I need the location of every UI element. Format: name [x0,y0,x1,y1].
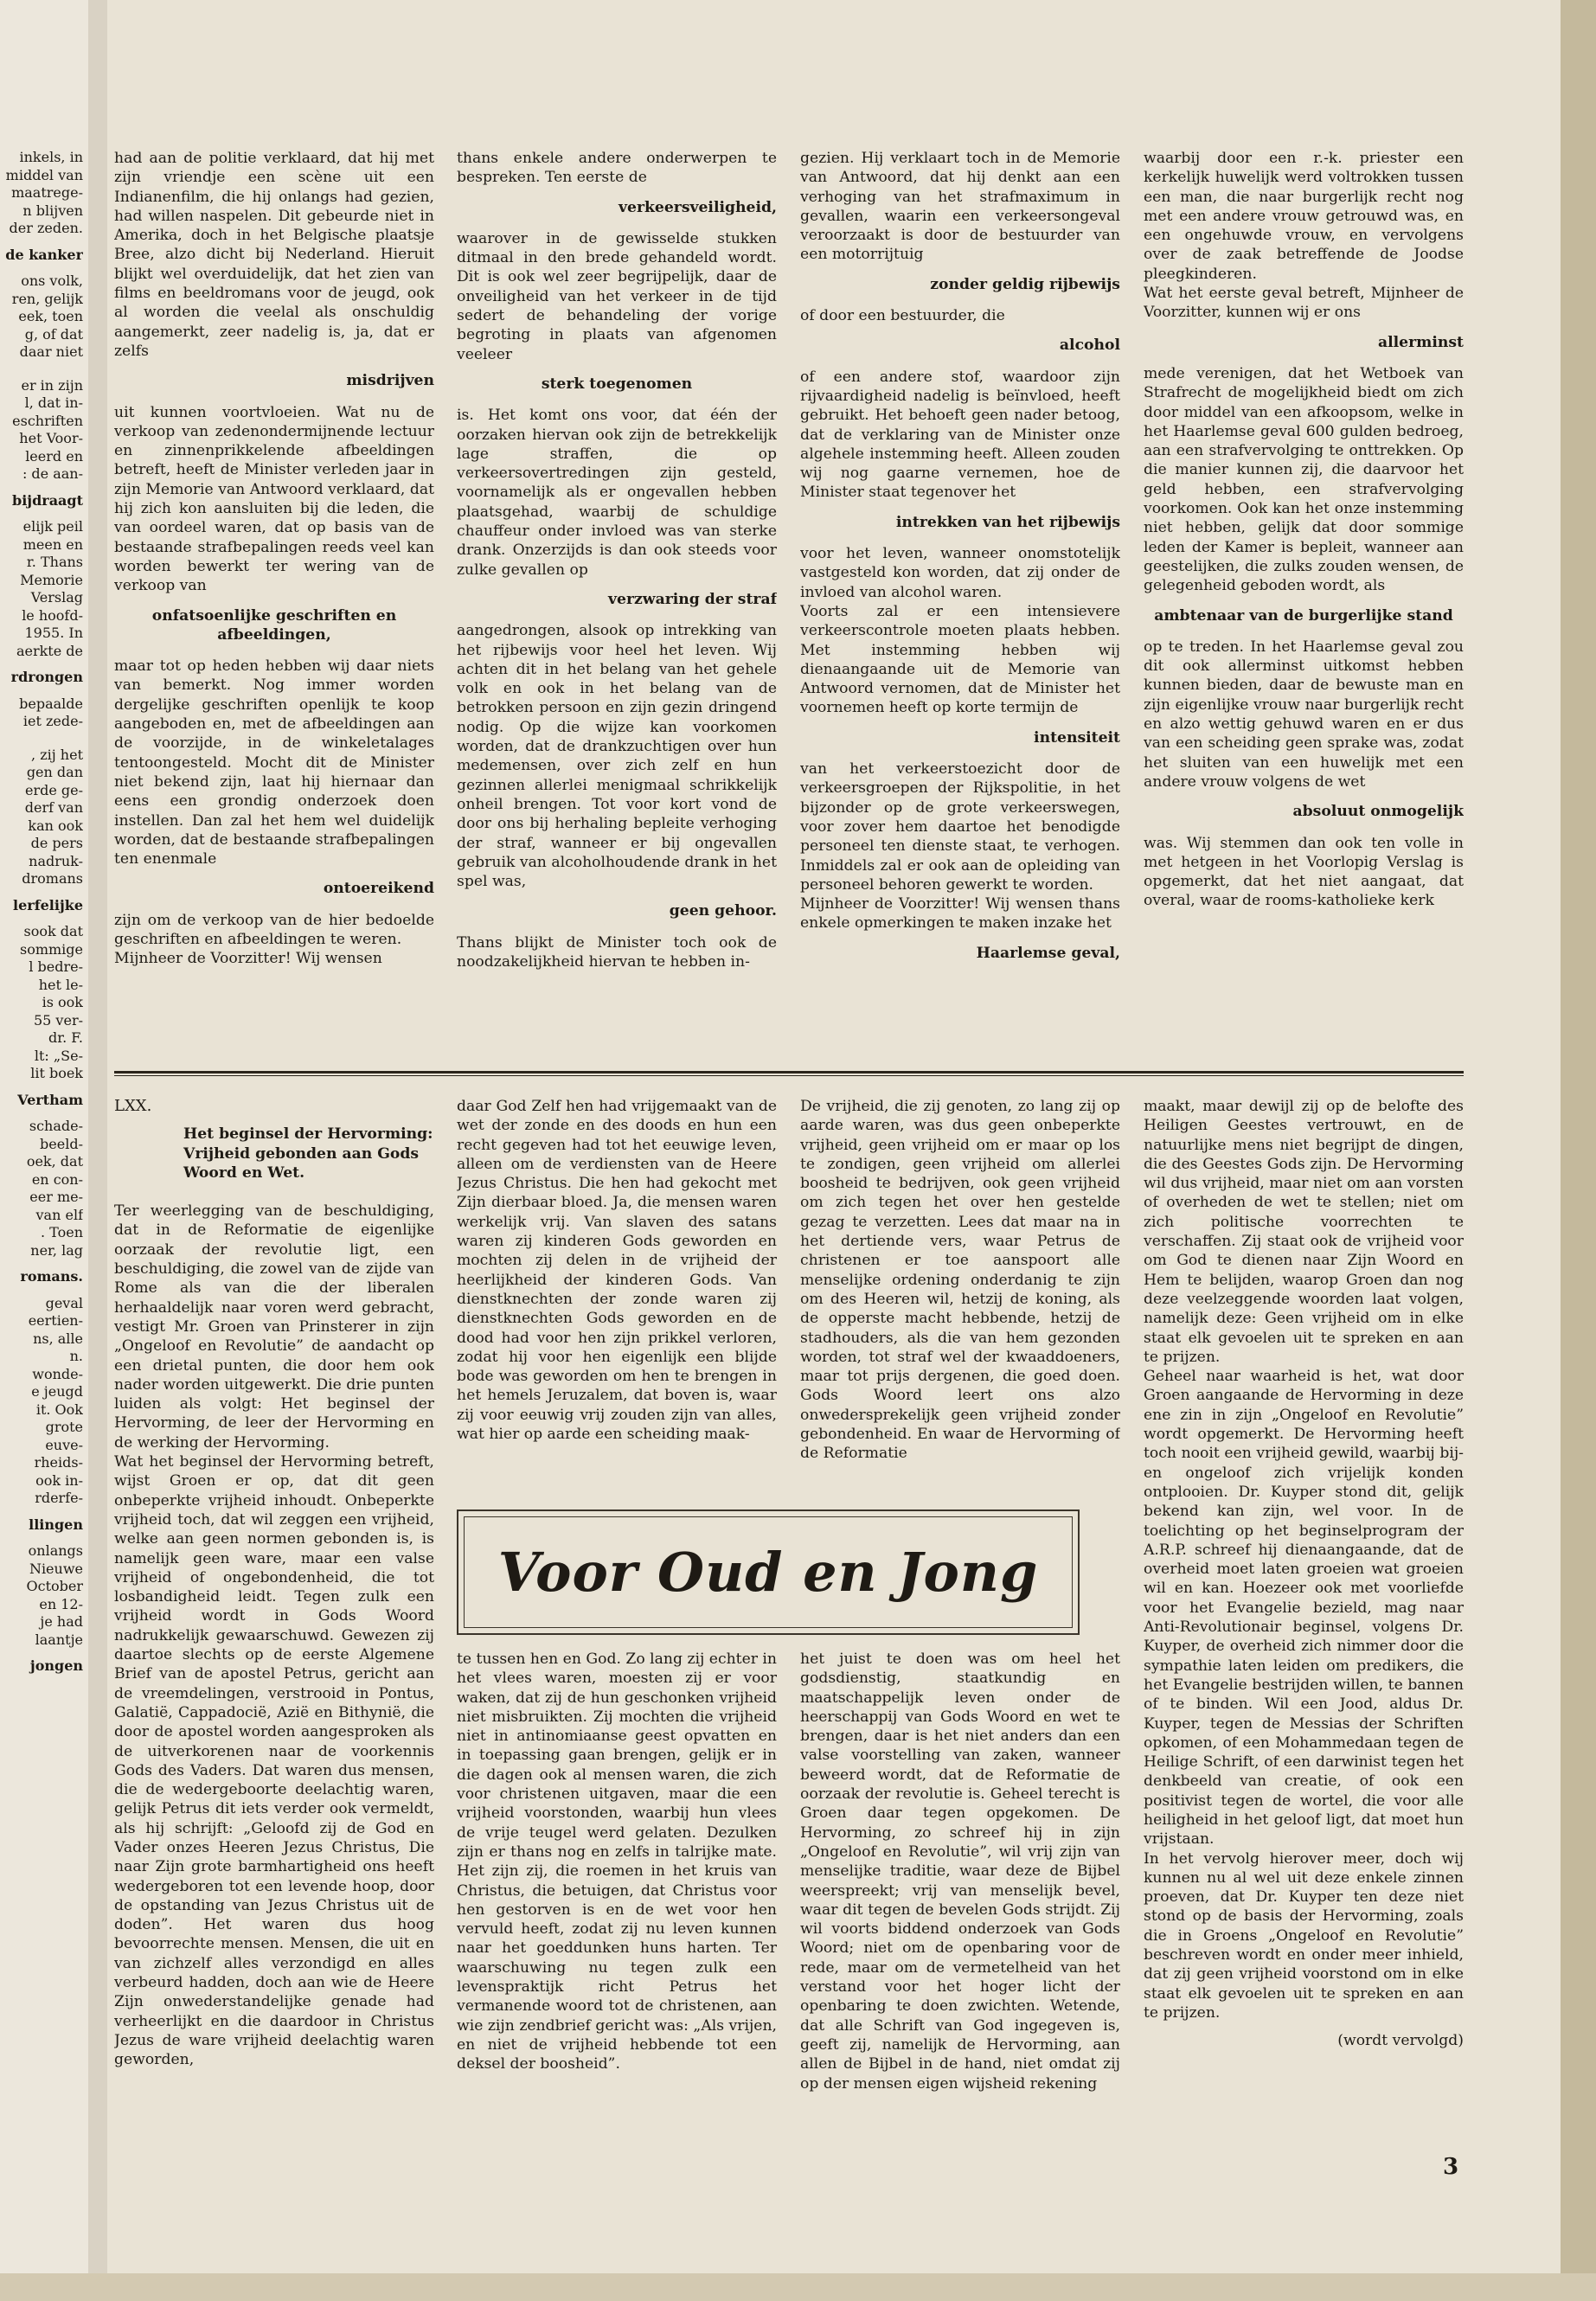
paragraph: was. Wij stemmen dan ook ten volle in met hetgeen in het Voorlopig Verslag is opgemerkt, dat het niet aangaat, dat overal, waar de rooms-katholieke kerk [1144,834,1464,910]
margin-subheading-fragment: romans. [20,1268,83,1285]
margin-line-fragment: euve- [45,1436,83,1453]
paragraph: Wat het eerste geval betreft, Mijnheer de Voorzitter, kunnen wij er ons [1144,285,1464,322]
paragraph: zijn om de verkoop van de hier bedoelde geschriften en afbeeldingen te weren. [114,911,434,948]
section-divider-thin [114,1075,1464,1076]
paragraph: maakt, maar dewijl zij op de belofte des Heiligen Geestes vertrouwt, en de natuurlijke mens niet begrijpt de dingen, die des Geestes Gods zijn. De Hervorming wil dus vrijheid, maar niet om aan vorsten of overheden de wet te stellen; niet om zich politische voorrechten te verschaffen. Zij staat ook de vrijheid voor om God te dienen naar Zijn Woord en Hem te belijden, waarop Groen dan nog deze veelzeggende woorden laat volgen, namelijk deze: Geen vrijheid om in elke staat elk gevoelen uit te spreken en aan te prijzen. [1144,1098,1464,1366]
margin-line-fragment: 55 ver- [33,1011,83,1029]
subheading: Haarlemse geval, [976,944,1120,962]
paragraph: maar tot op heden hebben wij daar niets van bemerkt. Nog immer worden dergelijke geschriften openlijk te koop aangeboden en, met de afbeeldingen aan de voorzijde, in de winkeletalages tentoongesteld. Mocht dit de Minister niet bekend zijn, laat hij hiernaar dan eens een grondig onderzoek doen instellen. Dan zal het hem wel duidelijk worden, dat de bestaande strafbepalingen ten enenmale [114,657,434,868]
margin-line-fragment: grote [45,1419,83,1435]
margin-subheading-fragment: de kanker [5,246,83,263]
margin-line-fragment: het le- [38,976,83,993]
margin-line-fragment: beeld- [40,1135,83,1152]
previous-page-edge [0,0,88,2301]
paragraph: of door een bestuurder, die [800,307,1005,325]
paragraph: waarbij door een r.-k. priester een kerkelijk huwelijk werd voltrokken tussen een man, die naar burgerlijk recht nog met een andere vrouw getrouwd was, en een ongehuwde vrouw, en vervolgens over de zaak betreffende de Joodse pleegkinderen. [1144,150,1464,283]
margin-line-fragment: g, of dat [24,325,83,343]
section-divider [114,1071,1464,1074]
lower-column-2-top [457,1097,777,1503]
subheading: onfatsoenlijke geschriften en afbeeldingen, [151,606,397,644]
margin-line-fragment: lt: „Se- [34,1047,83,1064]
paragraph: Wat het beginsel der Hervorming betreft, wijst Groen er op, dat dit geen onbeperkte vrijheid inhoudt. Onbeperkte vrijheid toch, dat wil zeggen een vrijheid, welke aan geen normen gebonden is, is namelijk geen ware, maar een valse vrijheid of ongebondenheid, die tot losbandigheid leidt. Tegen zulk een vrijheid wordt in Gods Woord nadrukkelijk gewaarschuwd. Gewezen zij daartoe slechts op de eerste Algemene Brief van de apostel Petrus, gericht aan de vreemdelingen, verstrooid in Pontus, Galatië, Cappadocië, Azië en Bithynië, die door de apostel worden aangesproken als de uitverkorenen naar de voorkennis Gods des Vaders. Dat waren dus mensen, die de wedergeboorte deelachtig waren, gelijk Petrus dit iets verder ook vermeldt, als hij schrijft: „Geloofd zij de God en Vader onzes Heeren Jezus Christus, Die naar Zijn grote barmhartigheid ons heeft wedergeboren tot een levende hoop, door de opstanding van Jezus Christus uit de doden”. Het waren dus hoog bevoorrechte mensen. Mensen, die uit en van zichzelf alles verzondigd en alles verbeurd hadden, doch aan wie de Heere Zijn onwederstandelijke genade had verheerlijkt en die daardoor in Christus Jezus de ware vrijheid deelachtig waren geworden, [114,1453,434,2069]
upper-column-1 [114,149,434,1053]
subheading: ambtenaar van de burgerlijke stand [1154,606,1453,625]
margin-line-fragment: ons volk, [21,272,83,289]
margin-line-fragment: onlangs [28,1542,83,1559]
margin-line-fragment: nadruk- [29,852,83,869]
paragraph: uit kunnen voortvloeien. Wat nu de verkoop van zedenondermijnende lectuur en zinnenprikkelende afbeeldingen betreft, heeft de Minister verleden jaar in zijn Memorie van Antwoord verklaard, dat hij zich kon aansluiten bij die leden, die van oordeel waren, dat op basis van de bestaande strafbepalingen reeds veel kan worden bewerkt ter wering van de verkoop van [114,403,434,595]
margin-line-fragment: l bedre- [29,958,83,975]
scan-bottom-band [0,2273,1596,2301]
section-banner-title: Voor Oud en Jong [464,1516,1073,1628]
margin-line-fragment: ns, alle [33,1330,83,1347]
margin-subheading-fragment: jongen [29,1657,83,1674]
margin-line-fragment: er in zijn [21,376,83,394]
margin-subheading-fragment: llingen [29,1516,83,1533]
margin-line-fragment: middel van [5,166,83,183]
margin-line-fragment: Memorie [20,571,83,588]
margin-line-fragment: sook dat [23,923,83,939]
margin-line-fragment: l, dat in- [24,394,83,411]
margin-line-fragment: rderfe- [35,1490,83,1506]
subheading: intrekken van het rijbewijs [895,513,1120,531]
margin-line-fragment: October [26,1578,83,1594]
margin-line-fragment: e jeugd [31,1383,83,1400]
paragraph: op te treden. In het Haarlemse geval zou dit ook allerminst uitkomst hebben kunnen bieden, daar de bewuste man en zijn eigenlijke vrouw naar burgerlijk recht en alzo wettig gehuwd waren en er dus van een scheiding geen sprake was, zodat het sluiten van een huwelijk met een andere vrouw volgens de wet [1144,638,1464,791]
margin-line-fragment: gen dan [26,764,83,780]
lower-column-3-top [800,1097,1120,1503]
margin-line-fragment: lit boek [30,1065,83,1081]
subheading: misdrijven [346,372,434,390]
margin-strip-text [0,149,83,2017]
margin-line-fragment: maatrege- [11,184,83,201]
margin-line-fragment: eer me- [29,1189,83,1205]
margin-line-fragment: eertien- [28,1312,83,1329]
upper-column-2 [457,149,777,1053]
margin-line-fragment: r. Thans [26,554,83,570]
margin-line-fragment: en 12- [39,1595,83,1612]
paragraph: het juist te doen was om heel het godsdienstig, staatkundig en maatschappelijk leven onder de heerschappij van Gods Woord en wet te brengen, daar is het niet anders dan een valse voorstelling van zaken, wanneer beweerd wordt, dat de Reformatie de oorzaak der revolutie is. Geheel terecht is Groen daar tegen opgekomen. De Hervorming, zo schreef hij in zijn „Ongeloof en Revolutie”, wil vrij zijn van menselijke traditie, waar deze de Bijbel weerspreekt; vrij van menselijk bevel, waar dit tegen de bevelen Gods strijdt. Zij wil voorts biddend onderzoek van Gods Woord; niet om de openbaring voor de rede, maar om de vermetelheid van het verstand voor het hoger licht der openbaring te doen zwichten. Wetende, dat alle Schrift van God ingegeven is, geeft zij, namelijk de Hervorming, aan allen de Bijbel in de hand, niet omdat zij op der mensen eigen wijsheid rekening [800,1650,1120,2093]
margin-line-fragment: . Toen [40,1224,83,1240]
paragraph: daar God Zelf hen had vrijgemaakt van de wet der zonde en des doods en hun een recht gegeven had tot het eeuwige leven, alleen om de verdiensten van de Heere Jezus Christus. Die hen had gekocht met Zijn dierbaar bloed. Ja, die mensen waren werkelijk vrij. Van slaven des satans waren zij kinderen Gods geworden en mochten zij delen in de vrijheid der heerlijkheid der kinderen Gods. Van dienstknechten der zonde waren zij dienstknechten Gods geworden en de dood had voor hen zijn prikkel verloren, zodat hij voor hen eigenlijk een blijde bode was geworden om hen te brengen in het hemels Jeruzalem, dat boven is, waar zij voor eeuwig vrij zouden zijn van alles, wat hier op aarde een scheiding maak- [457,1098,777,1444]
lower-column-3-bottom [800,1650,1120,2117]
margin-line-fragment: van elf [35,1206,83,1223]
margin-line-fragment: ner, lag [30,1241,83,1259]
margin-line-fragment: laantje [35,1631,83,1648]
margin-line-fragment: 1955. In [24,625,83,641]
margin-line-fragment: dr. F. [48,1029,83,1046]
page-number: 3 [1443,2154,1459,2180]
margin-line-fragment: , zij het [31,746,83,763]
margin-line-fragment: is ook [42,994,83,1010]
margin-subheading-fragment: lerfelijke [13,896,83,913]
subheading: verzwaring der straf [608,590,777,608]
margin-subheading-fragment: Vertham [17,1091,83,1108]
margin-line-fragment: wonde- [32,1365,83,1382]
margin-line-fragment: en con- [31,1170,83,1188]
article-title: Het beginsel der Hervorming: Vrijheid gebonden aan Gods Woord en Wet. [183,1125,433,1182]
subheading: ontoereikend [323,880,434,898]
margin-line-fragment: aerkte de [16,642,83,659]
paragraph: Mijnheer de Voorzitter! Wij wensen [114,950,382,968]
subheading: allerminst [1377,333,1464,351]
subheading: absoluut onmogelijk [1292,803,1464,821]
margin-line-fragment: meen en [22,535,83,553]
margin-line-fragment: n blijven [22,202,83,219]
margin-line-fragment: geval [45,1294,83,1311]
margin-line-fragment: rheids- [34,1454,83,1471]
paragraph: Ter weerlegging van de beschuldiging, dat in de Reformatie de eigenlijke oorzaak der revolutie ligt, een beschuldiging, die zowel van de zijde van Rome als van die der liberalen herhaaldelijk naar voren werd gebracht, vestigt Mr. Groen van Prinsterer in zijn „Ongeloof en Revolutie” de aandacht op een drietal punten, die door hem ook nader worden uitgewerkt. Die drie punten luiden als volgt: Het beginsel der Hervorming, de leer der Hervorming en de werking der Hervorming. [114,1202,434,1452]
paragraph: De vrijheid, die zij genoten, zo lang zij op aarde waren, was dus geen onbeperkte vrijheid, geen vrijheid om er maar op los te zondigen, geen vrijheid om allerlei boosheid te bedrijven, ook geen vrijheid om zich tegen het over hen gestelde gezag te verzetten. Lees dat maar na in het dertiende vers, waar Petrus de christenen er toe aanspoort alle menselijke ordening onderdanig te zijn om des Heeren wil, hetzij de koning, als de opperste macht hebbende, hetzij de stadhouders, als die van hem gezonden worden, tot straf wel der kwaaddoeners, maar tot prijs dergenen, die goed doen. Gods Woord leert ons alzo onwedersprekelijk geen vrijheid zonder gebondenheid. En waar de Hervorming of de Reformatie [800,1098,1120,1463]
margin-line-fragment: erde ge- [24,781,83,798]
margin-line-fragment: schade- [29,1118,83,1134]
paragraph: In het vervolg hierover meer, doch wij kunnen nu al wel uit deze enkele zinnen proeven, dat Dr. Kuyper ten deze niet stond op de basis der Hervorming, zoals die in Groens „Ongeloof en Revolutie” beschreven wordt en onder meer inhield, dat zij geen vrijheid voorstond om in elke staat elk gevoelen uit te spreken en aan te prijzen. [1144,1849,1464,2022]
continued-note: (wordt vervolgd) [1337,2032,1464,2050]
lower-column-1 [114,1097,434,2122]
margin-line-fragment: it. Ook [35,1400,83,1418]
margin-line-fragment: iet zede- [22,713,83,729]
margin-line-fragment: kan ook [28,817,83,834]
margin-subheading-fragment: bijdraagt [12,491,83,509]
subheading: sterk toegenomen [541,375,693,393]
margin-line-fragment: elijk peil [22,518,83,535]
section-banner [457,1509,1080,1635]
subheading: zonder geldig rijbewijs [930,275,1120,293]
lower-column-2-bottom [457,1650,777,2117]
margin-subheading-fragment: rdrongen [10,669,83,685]
subheading: alcohol [1059,336,1120,355]
margin-line-fragment: de pers [30,835,83,851]
lower-column-4 [1144,1097,1464,2118]
margin-line-fragment: derf van [24,799,83,816]
margin-line-fragment: oek, dat [26,1153,83,1170]
margin-line-fragment: ren, gelijk [11,290,83,307]
paragraph: had aan de politie verklaard, dat hij met zijn vriendje een scène uit een Indianenfilm, die hij onlangs had gezien, had willen naspelen. Dit gebeurde niet in Amerika, doch in het Belgische plaatsje Bree, alzo dicht bij Nederland. Hieruit blijkt wel overduidelijk, dat het zien van films en beeldromans voor de jeugd, ook al worden die veelal als onschuldig aangemerkt, zeer nadelig is, ja, dat er zelfs [114,150,434,360]
subheading: geen gehoor. [669,902,777,920]
paragraph: mede verenigen, dat het Wetboek van Strafrecht de mogelijkheid biedt om zich door middel van een afkoopsom, welke in het Haarlemse geval 600 gulden bedroeg, aan een strafvervolging te onttrekken. Op die manier kunnen zij, die daarvoor het geld hebben, een strafvervolging voorkomen. Ook kan het onze instemming niet hebben, gelijk dat door sommige leden der Kamer is bepleit, wanneer aan geestelijken, die zulks zouden wensen, de gelegenheid geboden wordt, als [1144,364,1464,595]
margin-line-fragment: dromans [22,870,83,887]
margin-line-fragment: daar niet [19,343,83,360]
margin-line-fragment: eschriften [12,412,83,429]
margin-line-fragment: inkels, in [19,149,83,165]
paragraph: Voorts zal er een intensievere verkeerscontrole moeten plaats hebben. Met instemming hebben wij dienaangaande uit de Memorie van Antwoord vernomen, dat de Minister het voornemen heeft op korte termijn de [800,602,1120,717]
margin-line-fragment: ook in- [35,1471,83,1489]
paragraph: van het verkeerstoezicht door de verkeersgroepen der Rijkspolitie, in het bijzonder op de grote verkeerswegen, voor zover hem daartoe het benodigde personeel ten dienste staat, te verhogen. Inmiddels zal er ook aan de opleiding van personeel behoren gewerkt te worden. [800,760,1120,894]
margin-line-fragment: sommige [19,940,83,958]
margin-line-fragment: je had [40,1613,83,1630]
paragraph: gezien. Hij verklaart toch in de Memorie van Antwoord, dat hij denkt aan een verhoging van het strafmaximum in gevallen, waarin een verkeersongeval veroorzaakt is door de bestuurder van een motorrijtuig [800,150,1120,264]
margin-line-fragment: Nieuwe [29,1560,83,1577]
margin-line-fragment: le hoofd- [22,606,83,624]
subheading: verkeersveiligheid, [619,198,777,216]
paragraph: voor het leven, wanneer onomstotelijk vastgesteld kon worden, dat zij onder de invloed van alcohol waren. [800,545,1120,601]
margin-line-fragment: eek, toen [18,308,83,324]
paragraph: te tussen hen en God. Zo lang zij echter in het vlees waren, moesten zij er voor waken, dat zij de hun geschonken vrijheid niet misbruikten. Zij mochten die vrijheid niet in antinomiaanse geest opvatten en in toepassing gaan brengen, gelijk er in die dagen ook al mensen waren, die zich voor christenen uitgaven, maar die een vrijheid voorstonden, waarbij hun vlees de vrije teugel werd gelaten. Dezulken zijn er thans nog en zelfs in talrijke mate. Het zijn zij, die roemen in het kruis van Christus, die betuigen, dat Christus voor hen gestorven is en de wet voor hen vervuld heeft, zodat zij nu leven kunnen naar het goeddunken huns harten. Ter waarschuwing nu tegen zulk een levenspraktijk richt Petrus het vermanende woord tot de christenen, aan wie zijn zendbrief gericht was: „Als vrijen, en niet de vrijheid hebbende tot een deksel der boosheid”. [457,1650,777,2073]
upper-column-4 [1144,149,1464,1053]
margin-line-fragment: het Voor- [19,430,83,446]
paragraph: waarover in de gewisselde stukken ditmaal in den brede gehandeld wordt. Dit is ook wel zeer begrijpelijk, daar de onveiligheid van het verkeer in de tijd sedert de behandeling der vorige begroting in plaats van afgenomen veeleer [457,229,777,363]
right-page-edge [1561,0,1596,2301]
margin-line-fragment: leerd en [25,447,83,465]
article-number: LXX. [114,1097,152,1115]
subheading: intensiteit [1034,728,1120,747]
margin-line-fragment: bepaalde [19,695,83,712]
paragraph: thans enkele andere onderwerpen te bespreken. Ten eerste de [457,150,777,187]
margin-line-fragment: Verslag [30,589,83,606]
paragraph: Thans blijkt de Minister toch ook de noodzakelijkheid hiervan te hebben in- [457,933,777,971]
paragraph: of een andere stof, waardoor zijn rijvaardigheid nadelig is beïnvloed, heeft gebruikt. Het behoeft geen nader betoog, dat de verklaring van de Minister onze algehele instemming heeft. Alleen zouden wij nog gaarne vernemen, hoe de Minister staat tegenover het [800,368,1120,502]
paragraph: is. Het komt ons voor, dat één der oorzaken hiervan ook zijn de betrekkelijk lage straffen, die op verkeersovertredingen zijn gesteld, voornamelijk als er ongevallen hebben plaatsgehad, waarbij de schuldige chauffeur onder invloed was van sterke drank. Onzerzijds is dan ook steeds voor zulke gevallen op [457,407,777,579]
paragraph: Mijnheer de Voorzitter! Wij wensen thans enkele opmerkingen te maken inzake het [800,895,1120,933]
paragraph: aangedrongen, alsook op intrekking van het rijbewijs voor heel het leven. Wij achten dit in het belang van het gehele volk en ook in het belang van de betrokken persoon en zijn gezin dringend nodig. Op die wijze kan voorkomen worden, dat de drankzuchtigen over hun medemensen, over zich zelf en hun gezinnen allerlei menigmaal schrikkelijk onheil brengen. Tot voor kort vond de door ons bij herhaling bepleite verhoging der straf, wanneer er bij ongevallen gebruik van alcoholhoudende drank in het spel was, [457,622,777,891]
margin-line-fragment: : de aan- [22,465,83,482]
margin-line-fragment: n. [69,1348,83,1364]
upper-column-3 [800,149,1120,1053]
paragraph: Geheel naar waarheid is het, wat door Groen aangaande de Hervorming in deze ene zin in zijn „Ongeloof en Revolutie” wordt opgemerkt. De Hervorming heeft toch nooit een vrijheid gewild, waarbij bij- en ongeloof zich vrijelijk konden ontplooien. Dr. Kuyper stond dit, gelijk bekend kan zijn, wel voor. In de toelichting op het beginselprogram der A.R.P. schreef hij dienaangaande, dat de overheid moet laten groeien wat groeien wil en kan. Hoezeer ook met voorliefde voor het Evangelie bezield, mag naar Anti-Revolutionair beginsel, volgens Dr. Kuyper, de overheid zich nimmer door die sympathie laten leiden om predikers, die het Evangelie bestrijden willen, te bannen of te binden. Wil een Jood, aldus Dr. Kuyper, tegen de Messias der Schriften opkomen, of een Mohammedaan tegen de Heilige Schrift, of een darwinist tegen het denkbeeld van creatie, of ook een positivist tegen de wortel, die voor alle heiligheid in het geloof ligt, dat moet hun vrijstaan. [1144,1368,1464,1849]
margin-line-fragment: der zeden. [9,220,83,236]
page-gutter [88,0,107,2301]
